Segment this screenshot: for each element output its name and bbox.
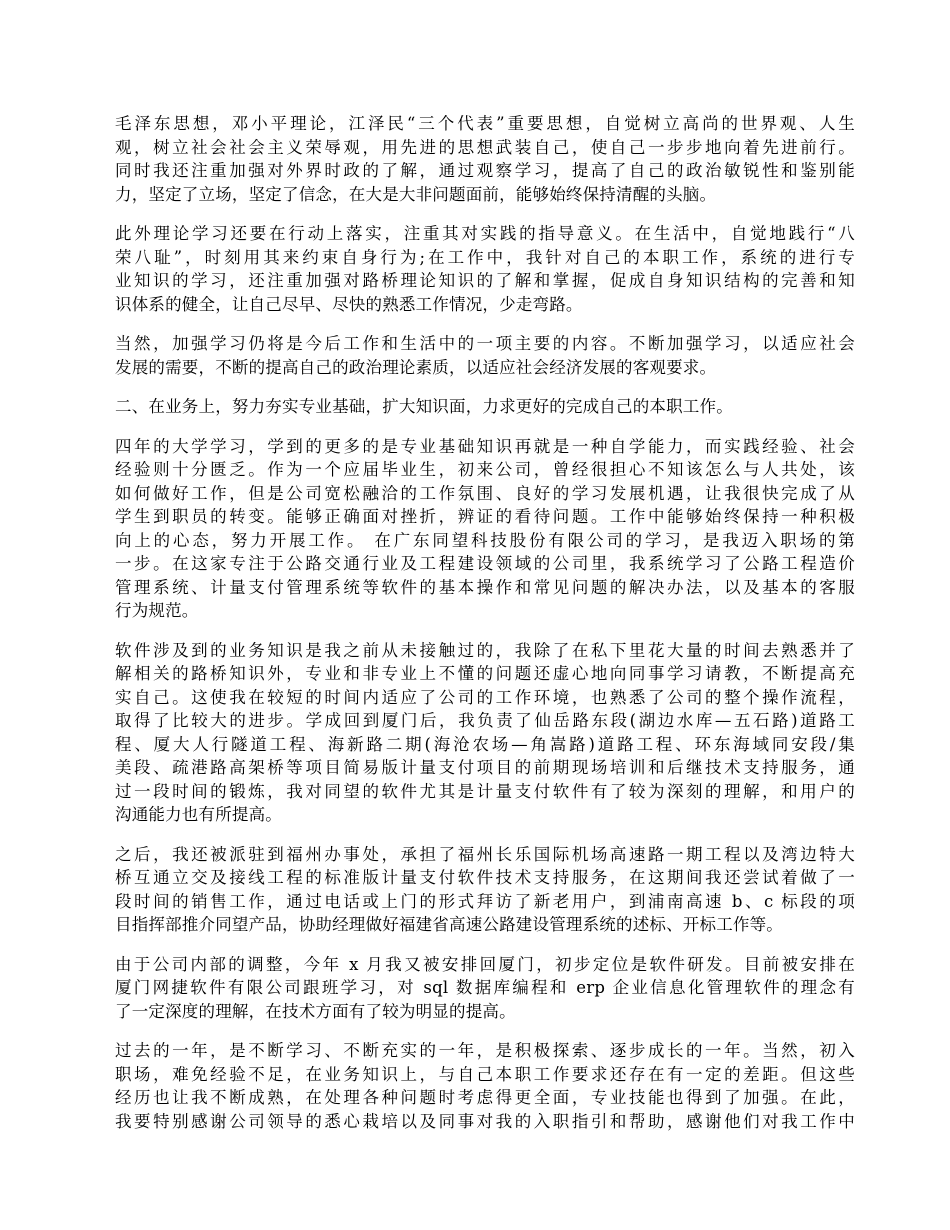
text-line: 如何做好工作，但是公司宽松融洽的工作氛围、良好的学习发展机遇，让我很快完成了从 xyxy=(115,483,855,503)
text-line: 解相关的路桥知识外，专业和非专业上不懂的问题还虚心地向同事学习请教，不断提高充 xyxy=(115,664,855,683)
text-line: 桥互通立交及接线工程的标准版计量支付软件技术支持服务，在这期间我还尝试着做了一 xyxy=(115,868,855,887)
text-line: 学生到职员的转变。能够正确面对挫折，辨证的看待问题。工作中能够始终保持一种积极 xyxy=(115,507,855,526)
text-line: 向上的心态，努力开展工作。 在广东同望科技股份有限公司的学习，是我迈入职场的第 xyxy=(115,530,855,550)
paragraph-7 xyxy=(115,843,855,937)
paragraph-1 xyxy=(115,112,855,206)
text-line: 当然，加强学习仍将是今后工作和生活中的一项主要的内容。不断加强学习，以适应社会 xyxy=(115,334,855,353)
text-line: 由于公司内部的调整，今年 x 月我又被安排回厦门，初步定位是软件研发。目前被安排在 xyxy=(115,954,855,974)
paragraph-2 xyxy=(115,222,855,316)
paragraph-5 xyxy=(115,435,855,623)
text-line: 一步。在这家专注于公路交通行业及工程建设领域的公司里，我系统学习了公路工程造价 xyxy=(115,554,855,573)
text-line: 业知识的学习，还注重加强对路桥理论知识的了解和掌握，促成自身知识结构的完善和知 xyxy=(115,271,855,290)
text-line: 职场，难免经验不足，在业务知识上，与自己本职工作要求还存在有一定的差距。但这些 xyxy=(115,1064,855,1084)
text-line: 力，坚定了立场，坚定了信念，在大是大非问题面前，能够始终保持清醒的头脑。 xyxy=(115,184,717,204)
text-line: 程、厦大人行隧道工程、海新路二期(海沧农场—角嵩路)道路工程、环东海域同安段/集 xyxy=(115,734,855,754)
text-line: 取得了比较大的进步。学成回到厦门后，我负责了仙岳路东段(湖边水库—五石路)道路工 xyxy=(115,711,855,730)
text-line: 我要特别感谢公司领导的悉心栽培以及同事对我的入职指引和帮助，感谢他们对我工作中 xyxy=(115,1111,855,1131)
text-line: 厦门网捷软件有限公司跟班学习，对 sql 数据库编程和 erp 企业信息化管理软件的理念有 xyxy=(115,978,855,997)
text-line: 过一段时间的锻炼，我对同望的软件尤其是计量支付软件有了较为深刻的理解，和用户的 xyxy=(115,781,855,801)
text-line: 经历也让我不断成熟，在处理各种问题时考虑得更全面，专业技能也得到了加强。在此， xyxy=(115,1088,855,1107)
paragraph-6 xyxy=(115,639,855,827)
text-line: 软件涉及到的业务知识是我之前从未接触过的，我除了在私下里花大量的时间去熟悉并了 xyxy=(115,640,855,660)
paragraph-8 xyxy=(115,953,855,1024)
text-line: 美段、疏港路高架桥等项目简易版计量支付项目的前期现场培训和后继技术支持服务，通 xyxy=(115,758,855,777)
text-line: 实自己。这使我在较短的时间内适应了公司的工作环境，也熟悉了公司的整个操作流程， xyxy=(115,687,855,707)
text-line: 段时间的销售工作，通过电话或上门的形式拜访了新老用户，到浦南高速 b、c 标段的项 xyxy=(115,891,855,911)
document-body xyxy=(115,112,855,1149)
text-line: 沟通能力也有所提高。 xyxy=(115,805,282,824)
text-line: 之后，我还被派驻到福州办事处，承担了福州长乐国际机场高速路一期工程以及湾边特大 xyxy=(115,844,855,864)
text-line: 四年的大学学习，学到的更多的是专业基础知识再就是一种自学能力，而实践经验、社会 xyxy=(115,436,855,456)
text-line: 荣八耻”，时刻用其来约束自身行为;在工作中，我针对自己的本职工作，系统的进行专 xyxy=(115,247,855,267)
paragraph-9 xyxy=(115,1039,855,1133)
paragraph-3 xyxy=(115,332,855,379)
text-line: 同时我还注重加强对外界时政的了解，通过观察学习，提高了自己的政治敏锐性和鉴别能 xyxy=(115,161,855,180)
text-line: 经验则十分匮乏。作为一个应届毕业生，初来公司，曾经很担心不知该怎么与人共处，该 xyxy=(115,460,855,479)
text-line: 管理系统、计量支付管理系统等软件的基本操作和常见问题的解决办法，以及基本的客服 xyxy=(115,577,855,597)
text-line: 毛泽东思想，邓小平理论，江泽民“三个代表”重要思想，自觉树立高尚的世界观、人生 xyxy=(115,114,855,133)
text-line: 识体系的健全，让自己尽早、尽快的熟悉工作情况，少走弯路。 xyxy=(115,294,583,314)
text-line: 了一定深度的理解，在技术方面有了较为明显的提高。 xyxy=(115,1001,516,1021)
text-line: 目指挥部推介同望产品，协助经理做好福建省高速公路建设管理系统的述标、开标工作等。 xyxy=(115,915,783,934)
text-line: 发展的需要，不断的提高自己的政治理论素质，以适应社会经济发展的客观要求。 xyxy=(115,357,717,377)
section-heading-business xyxy=(115,395,855,419)
text-line: 观，树立社会社会主义荣辱观，用先进的思想武装自己，使自己一步步地向着先进前行。 xyxy=(115,137,855,157)
text-line: 行为规范。 xyxy=(115,601,199,620)
text-line: 过去的一年，是不断学习、不断充实的一年，是积极探索、逐步成长的一年。当然，初入 xyxy=(115,1041,855,1060)
text-line: 二、在业务上，努力夯实专业基础，扩大知识面，力求更好的完成自己的本职工作。 xyxy=(115,397,733,416)
text-line: 此外理论学习还要在行动上落实，注重其对实践的指导意义。在生活中，自觉地践行“八 xyxy=(115,224,855,243)
